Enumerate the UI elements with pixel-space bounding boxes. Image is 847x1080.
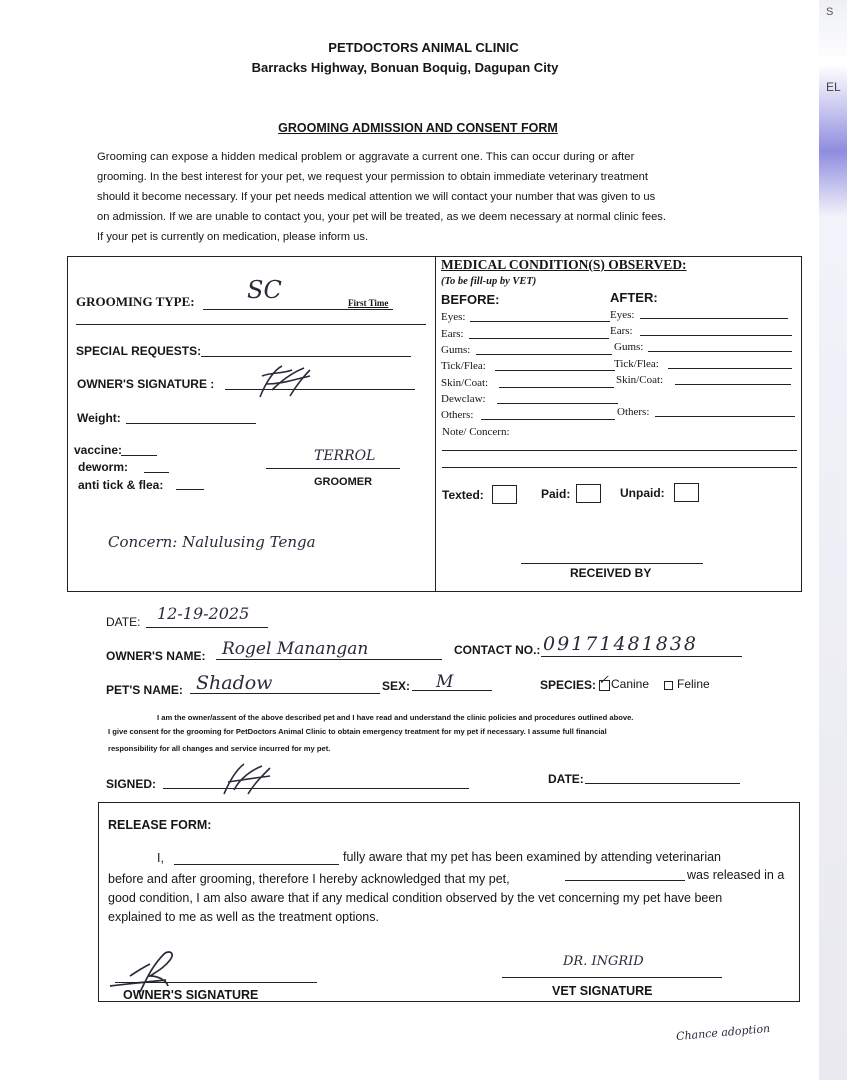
sex-label: SEX: xyxy=(382,679,411,693)
footer-note: Chance adoption xyxy=(675,1021,771,1044)
release-title: RELEASE FORM: xyxy=(108,818,212,832)
special-requests-label: SPECIAL REQUESTS: xyxy=(76,344,202,358)
grooming-type-line[interactable] xyxy=(203,309,393,310)
note-line-1[interactable] xyxy=(442,450,797,451)
contact-label: CONTACT NO.: xyxy=(454,643,541,657)
sex-value: M xyxy=(436,672,454,692)
unpaid-checkbox[interactable] xyxy=(674,483,699,502)
paid-checkbox[interactable] xyxy=(576,484,601,503)
canine-label: Canine xyxy=(611,677,650,691)
after-item-gums: Gums: xyxy=(614,341,644,353)
date-value: 12-19-2025 xyxy=(157,604,250,623)
vaccine-label: vaccine: xyxy=(74,443,123,457)
signed-line[interactable] xyxy=(163,788,469,789)
intro-line: on admission. If we are unable to contact you, your pet will be treated, as we deem necessary at normal clinic fees. xyxy=(97,211,666,223)
anti-tick-line[interactable] xyxy=(176,489,204,490)
before-skincoat-line[interactable] xyxy=(499,387,614,388)
release-line-3: good condition, I am also aware that if any medical condition observed by the vet concerning my pet have been xyxy=(108,891,723,905)
before-eyes-line[interactable] xyxy=(470,321,610,322)
before-item-others: Others: xyxy=(441,409,474,421)
grooming-type-line-2[interactable] xyxy=(76,324,426,325)
note-line-2[interactable] xyxy=(442,467,797,468)
received-by-line[interactable] xyxy=(521,563,703,564)
before-item-tickflea: Tick/Flea: xyxy=(441,360,486,372)
unpaid-label: Unpaid: xyxy=(620,486,665,500)
deworm-line[interactable] xyxy=(144,472,169,473)
box-divider xyxy=(435,256,436,591)
after-label: AFTER: xyxy=(610,290,658,305)
pet-name-label: PET'S NAME: xyxy=(106,683,183,697)
release-line-1b: fully aware that my pet has been examined by attending veterinarian xyxy=(343,850,722,864)
release-line-2a: before and after grooming, therefore I hereby acknowledged that my pet, xyxy=(108,872,510,886)
before-item-skincoat: Skin/Coat: xyxy=(441,377,489,389)
before-gums-line[interactable] xyxy=(476,354,612,355)
after-others-line[interactable] xyxy=(655,416,795,417)
grooming-type-value: SC xyxy=(247,276,282,304)
owner-name-line[interactable] xyxy=(216,659,442,660)
consent-line: I give consent for the grooming for PetDoctors Animal Clinic to obtain emergency treatment for my pet if necessary. I assume full financial xyxy=(108,727,607,736)
form-title: GROOMING ADMISSION AND CONSENT FORM xyxy=(278,121,558,135)
release-line-2b: was released in a xyxy=(687,868,785,882)
date2-label: DATE: xyxy=(548,772,584,786)
paid-label: Paid: xyxy=(541,487,571,501)
after-gums-line[interactable] xyxy=(648,351,792,352)
owner-signature-scribble xyxy=(252,362,322,402)
before-item-eyes: Eyes: xyxy=(441,311,466,323)
weight-line[interactable] xyxy=(126,423,256,424)
medical-title: MEDICAL CONDITION(S) OBSERVED: xyxy=(441,257,687,272)
release-line-4: explained to me as well as the treatment options. xyxy=(108,910,379,924)
before-others-line[interactable] xyxy=(481,419,615,420)
vet-signature-line[interactable] xyxy=(502,977,722,978)
release-line-1a: I, xyxy=(157,851,164,865)
texted-label: Texted: xyxy=(442,488,484,502)
signed-label: SIGNED: xyxy=(106,777,157,791)
texted-checkbox[interactable] xyxy=(492,485,517,504)
after-item-others: Others: xyxy=(617,406,650,418)
special-requests-line[interactable] xyxy=(201,356,411,357)
before-item-ears: Ears: xyxy=(441,328,464,340)
after-skincoat-line[interactable] xyxy=(675,384,791,385)
release-pet-line[interactable] xyxy=(565,880,685,881)
after-item-skincoat: Skin/Coat: xyxy=(616,374,664,386)
clinic-address: Barracks Highway, Bonuan Boquig, Dagupan City xyxy=(251,60,559,75)
after-eyes-line[interactable] xyxy=(640,318,788,319)
groomer-line[interactable] xyxy=(266,468,400,469)
consent-line: I am the owner/assent of the above described pet and I have read and understand the clinic policies and procedures outlined above. xyxy=(157,713,634,722)
owner-name-label: OWNER'S NAME: xyxy=(106,649,206,663)
clinic-name: PETDOCTORS ANIMAL CLINIC xyxy=(328,40,519,55)
after-tickflea-line[interactable] xyxy=(668,368,792,369)
note-concern-label: Note/ Concern: xyxy=(442,426,510,438)
contact-value: 09171481838 xyxy=(543,633,698,655)
before-tickflea-line[interactable] xyxy=(495,370,615,371)
date-label: DATE: xyxy=(106,615,141,629)
groomer-label: GROOMER xyxy=(314,476,373,488)
before-label: BEFORE: xyxy=(441,292,500,307)
vet-signature-label: VET SIGNATURE xyxy=(552,984,653,998)
owner-name-value: Rogel Manangan xyxy=(222,639,369,659)
deworm-label: deworm: xyxy=(78,460,129,474)
after-item-ears: Ears: xyxy=(610,325,633,337)
release-name-line[interactable] xyxy=(174,864,339,865)
after-item-tickflea: Tick/Flea: xyxy=(614,358,659,370)
before-ears-line[interactable] xyxy=(469,338,609,339)
before-item-gums: Gums: xyxy=(441,344,471,356)
before-item-dewclaw: Dewclaw: xyxy=(441,393,486,405)
release-owner-signature-line[interactable] xyxy=(115,982,317,983)
background-edge xyxy=(819,0,847,1080)
consent-line: responsibility for all changes and service incurred for my pet. xyxy=(108,744,331,753)
feline-label: Feline xyxy=(677,677,710,691)
vet-signature-value: DR. INGRID xyxy=(563,954,644,969)
intro-line: should it become necessary. If your pet needs medical attention we will contact your number that was given to us xyxy=(97,191,656,203)
concern-value: Concern: Nalulusing Tenga xyxy=(108,533,316,551)
owner-signature-label: OWNER'S SIGNATURE : xyxy=(77,377,215,391)
intro-line: If your pet is currently on medication, please inform us. xyxy=(97,231,369,243)
intro-line: Grooming can expose a hidden medical problem or aggravate a current one. This can occur during or after xyxy=(97,151,635,163)
date2-line[interactable] xyxy=(585,783,740,784)
medical-subtitle: (To be fill-up by VET) xyxy=(441,276,537,287)
after-item-eyes: Eyes: xyxy=(610,309,635,321)
signed-scribble xyxy=(218,760,278,798)
contact-line[interactable] xyxy=(541,656,742,657)
release-owner-signature-label: OWNER'S SIGNATURE xyxy=(123,988,259,1002)
weight-label: Weight: xyxy=(77,411,121,425)
intro-line: grooming. In the best interest for your pet, we request your permission to obtain immediate veterinary treatment xyxy=(97,171,648,183)
after-ears-line[interactable] xyxy=(640,335,792,336)
before-dewclaw-line[interactable] xyxy=(497,403,618,404)
anti-tick-label: anti tick & flea: xyxy=(78,478,164,492)
groomer-value: TERROL xyxy=(314,448,376,464)
grooming-type-label: GROOMING TYPE: xyxy=(76,294,195,309)
feline-checkbox[interactable] xyxy=(664,681,673,690)
vaccine-line[interactable] xyxy=(121,455,157,456)
edge-text-top: S xyxy=(826,6,834,18)
received-by-label: RECEIVED BY xyxy=(570,566,652,580)
canine-check-mark: ✓ xyxy=(598,673,609,688)
date-line[interactable] xyxy=(146,627,268,628)
pet-name-value: Shadow xyxy=(196,672,273,694)
edge-text-mid: EL xyxy=(826,80,841,94)
first-time-label: First Time xyxy=(348,298,389,308)
species-label: SPECIES: xyxy=(540,678,597,692)
